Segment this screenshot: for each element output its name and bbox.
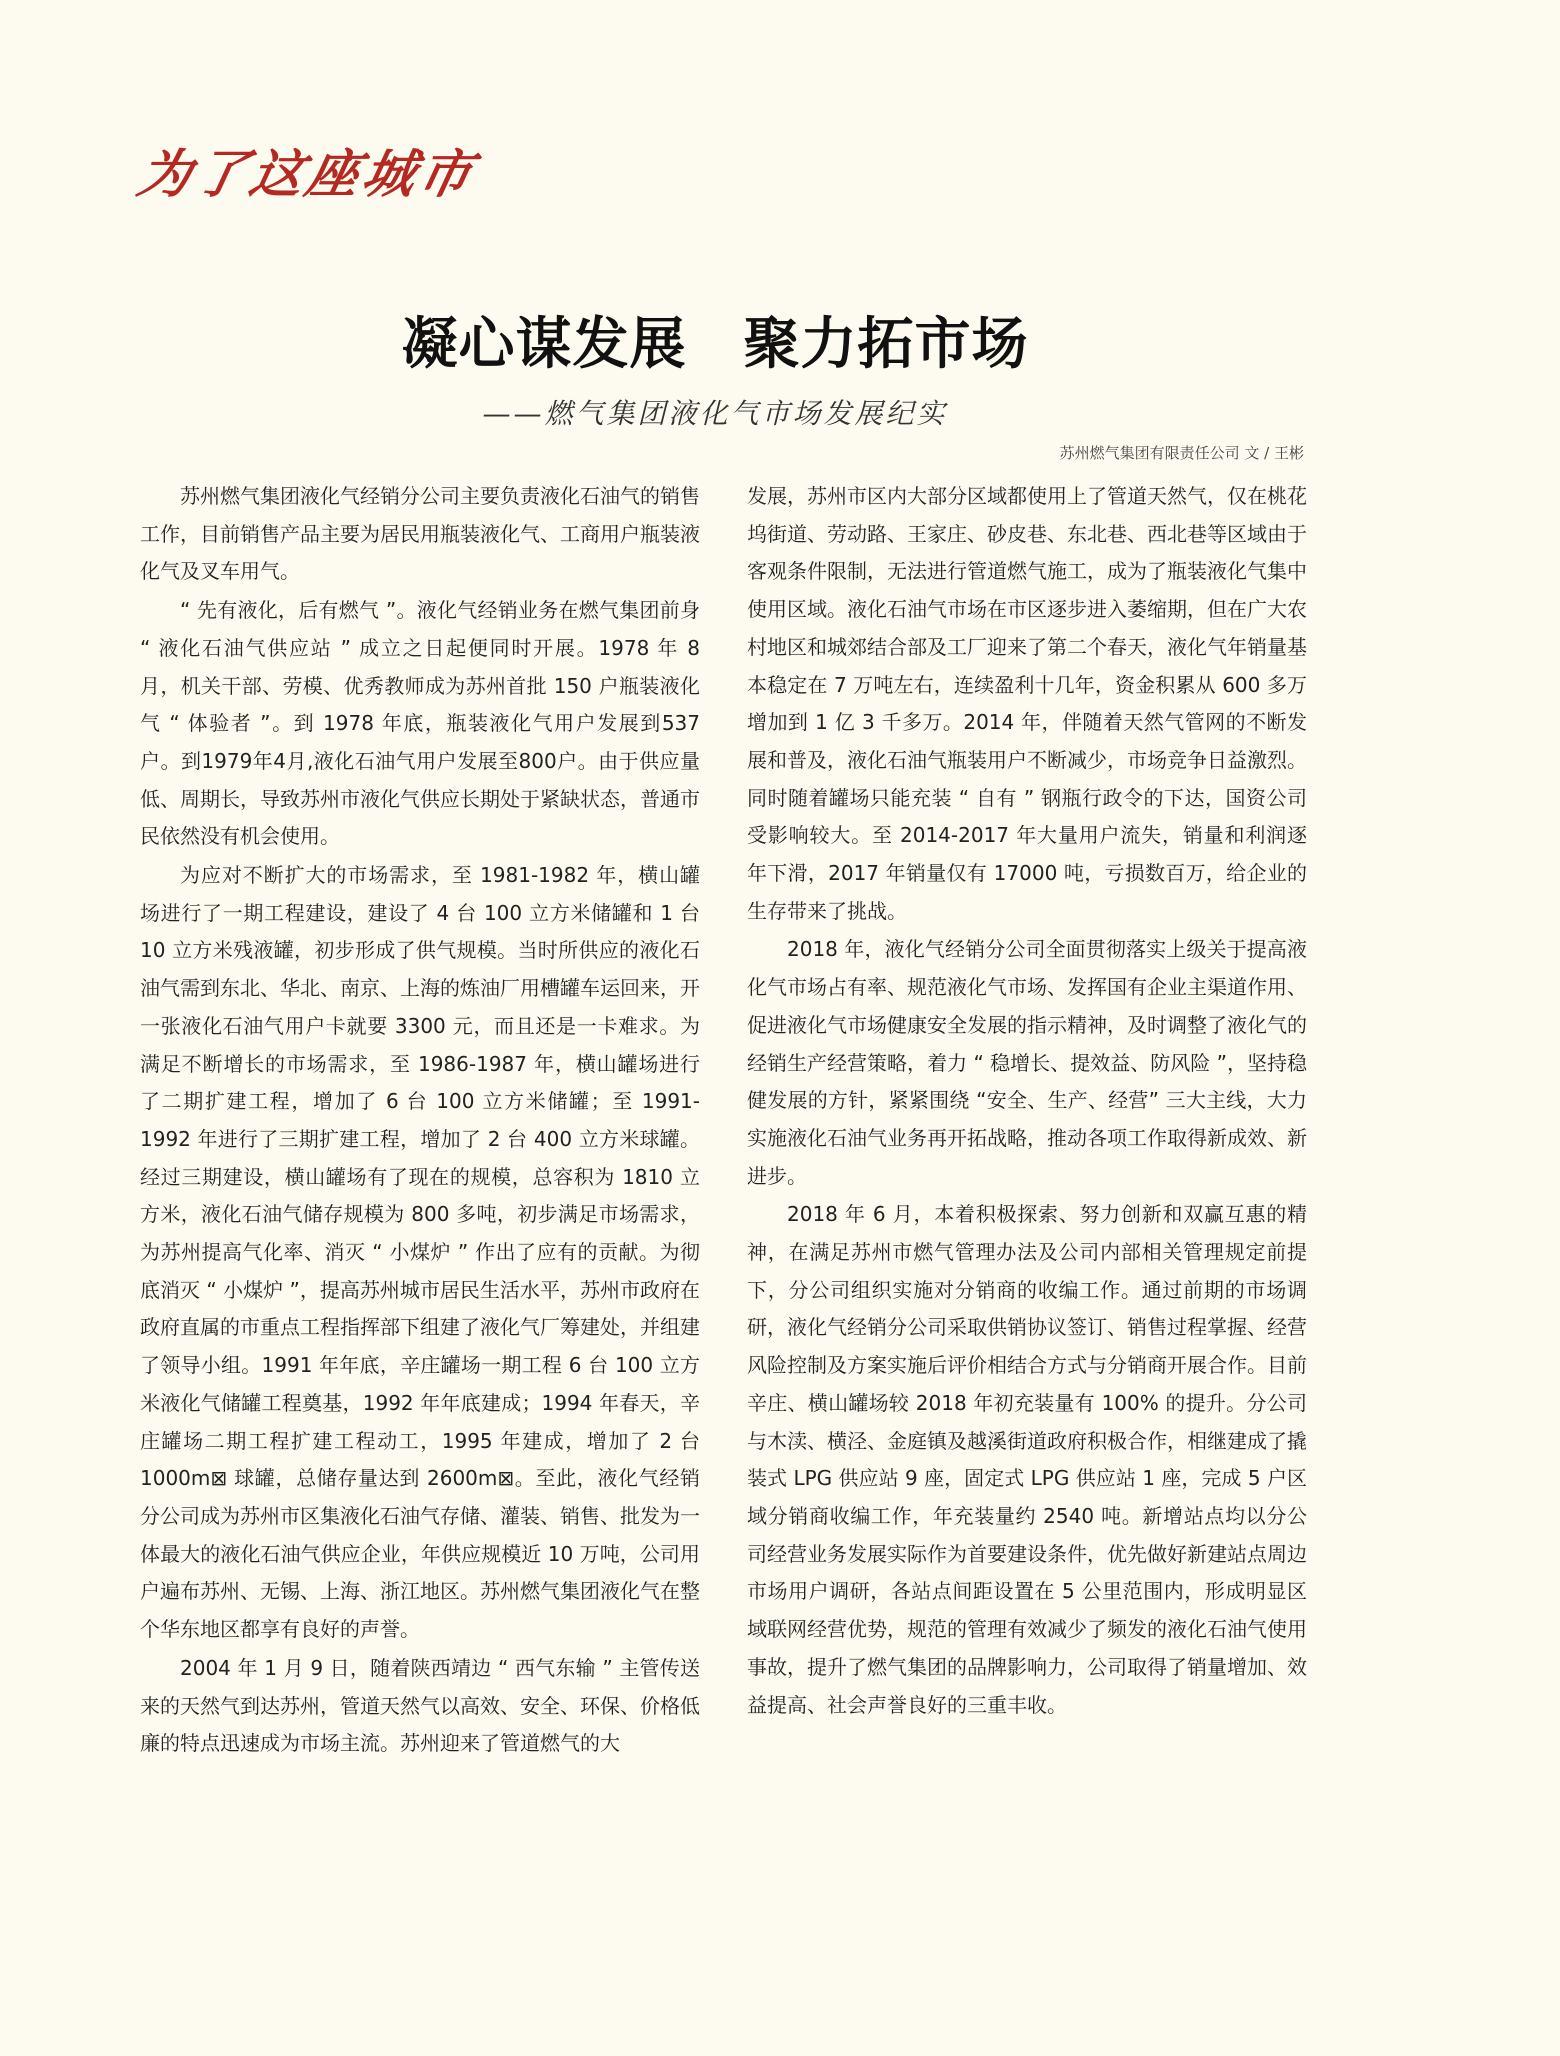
article-column-left — [140, 478, 700, 1764]
article-column-right — [747, 478, 1307, 1725]
article-byline: 苏州燃气集团有限责任公司 文 / 王彬 — [1059, 444, 1304, 462]
paragraph: 苏州燃气集团液化气经销分公司主要负责液化石油气的销售工作，目前销售产品主要为居民用瓶装液化气、工商用户瓶装液化气及叉车用气。 — [140, 484, 700, 584]
paragraph: 2018 年，液化气经销分公司全面贯彻落实上级关于提高液化气市场占有率、规范液化气市场、发挥国有企业主渠道作用、促进液化气市场健康安全发展的指示精神，及时调整了液化气的经销生产经营策略，着力 “ 稳增长、提效益、防风险 ”，坚持稳健发展的方针，紧紧围绕 “安全、生产、经营” 三大主线，大力实施液化石油气业务再开拓战略，推动各项工作取得新成效、新进步。 — [747, 937, 1307, 1188]
article-subtitle: ——燃气集团液化气市场发展纪实 — [482, 397, 948, 430]
paragraph: 2004 年 1 月 9 日，随着陕西靖边 “ 西气东输 ” 主管传送来的天然气到达苏州，管道天然气以高效、安全、环保、价格低廉的特点迅速成为市场主流。苏州迎来了管道燃气的大 — [140, 1655, 700, 1756]
article-title: 凝心谋发展 聚力拓市场 — [401, 312, 1029, 377]
paragraph: 为应对不断扩大的市场需求，至 1981-1982 年，横山罐场进行了一期工程建设，建设了 4 台 100 立方米储罐和 1 台 10 立方米残液罐，初步形成了供气规模。当时所供应的液化石油气需到东北、华北、南京、上海的炼油厂用槽罐车运回来，开一张液化石油气用户卡就要 3300 元，而且还是一卡难求。为满足不断增长的市场需求，至 1986-1987 年，横山罐场进行了二期扩建工程，增加了 6 台 100 立方米储罐；至 1991-1992 年进行了三期扩建工程，增加了 2 台 400 立方米球罐。经过三期建设，横山罐场有了现在的规模，总容积为 1810 立方米，液化石油气储存规模为 800 多吨，初步满足市场需求，为苏州提高气化率、消灭 “ 小煤炉 ” 作出了应有的贡献。为彻底消灭 “ 小煤炉 ”，提高苏州城市居民生活水平，苏州市政府在政府直属的市重点工程指挥部下组建了液化气厂筹建处，并组建了领导小组。1991 年年底，辛庄罐场一期工程 6 台 100 立方米液化气储罐工程奠基，1992 年年底建成；1994 年春天，辛庄罐场二期工程扩建工程动工，1995 年建成，增加了 2 台 1000m⊠ 球罐，总储存量达到 2600m⊠。至此，液化气经销分公司成为苏州市区集液化石油气存储、灌装、销售、批发为一体最大的液化石油气供应企业，年供应规模近 10 万吨，公司用户遍布苏州、无锡、上海、浙江地区。苏州燃气集团液化气在整个华东地区都享有良好的声誉。 — [140, 863, 700, 1642]
paragraph: “ 先有液化，后有燃气 ”。液化气经销业务在燃气集团前身 “ 液化石油气供应站 ” 成立之日起便同时开展。1978 年 8 月，机关干部、劳模、优秀教师成为苏州首批 150 户瓶装液化气 “ 体验者 ”。到 1978 年底，瓶装液化气用户发展到537户。到1979年4月,液化石油气用户发展至800户。由于供应量低、周期长，导致苏州市液化气供应长期处于紧缺状态，普通市民依然没有机会使用。 — [140, 598, 700, 849]
column-logo: 为了这座城市 — [132, 144, 482, 205]
paragraph: 2018 年 6 月，本着积极探索、努力创新和双赢互惠的精神，在满足苏州市燃气管理办法及公司内部相关管理规定前提下，分公司组织实施对分销商的收编工作。通过前期的市场调研，液化气经销分公司采取供销协议签订、销售过程掌握、经营风险控制及方案实施后评价相结合方式与分销商开展合作。目前辛庄、横山罐场较 2018 年初充装量有 100% 的提升。分公司与木渎、横泾、金庭镇及越溪街道政府积极合作，相继建成了撬装式 LPG 供应站 9 座，固定式 LPG 供应站 1 座，完成 5 户区域分销商收编工作，年充装量约 2540 吨。新增站点均以分公司经营业务发展实际作为首要建设条件，优先做好新建站点周边市场用户调研，各站点间距设置在 5 公里范围内，形成明显区域联网经营优势，规范的管理有效减少了频发的液化石油气使用事故，提升了燃气集团的品牌影响力，公司取得了销量增加、效益提高、社会声誉良好的三重丰收。 — [747, 1202, 1307, 1717]
paragraph: 发展，苏州市区内大部分区域都使用上了管道天然气，仅在桃花坞街道、劳动路、王家庄、砂皮巷、东北巷、西北巷等区域由于客观条件限制，无法进行管道燃气施工，成为了瓶装液化气集中使用区域。液化石油气市场在市区逐步进入萎缩期，但在广大农村地区和城郊结合部及工厂迎来了第二个春天，液化气年销量基本稳定在 7 万吨左右，连续盈利十几年，资金积累从 600 多万增加到 1 亿 3 千多万。2014 年，伴随着天然气管网的不断发展和普及，液化石油气瓶装用户不断减少，市场竞争日益激烈。同时随着罐场只能充装 “ 自有 ” 钢瓶行政令的下达，国资公司受影响较大。至 2014-2017 年大量用户流失，销量和利润逐年下滑，2017 年销量仅有 17000 吨，亏损数百万，给企业的生存带来了挑战。 — [747, 484, 1307, 923]
